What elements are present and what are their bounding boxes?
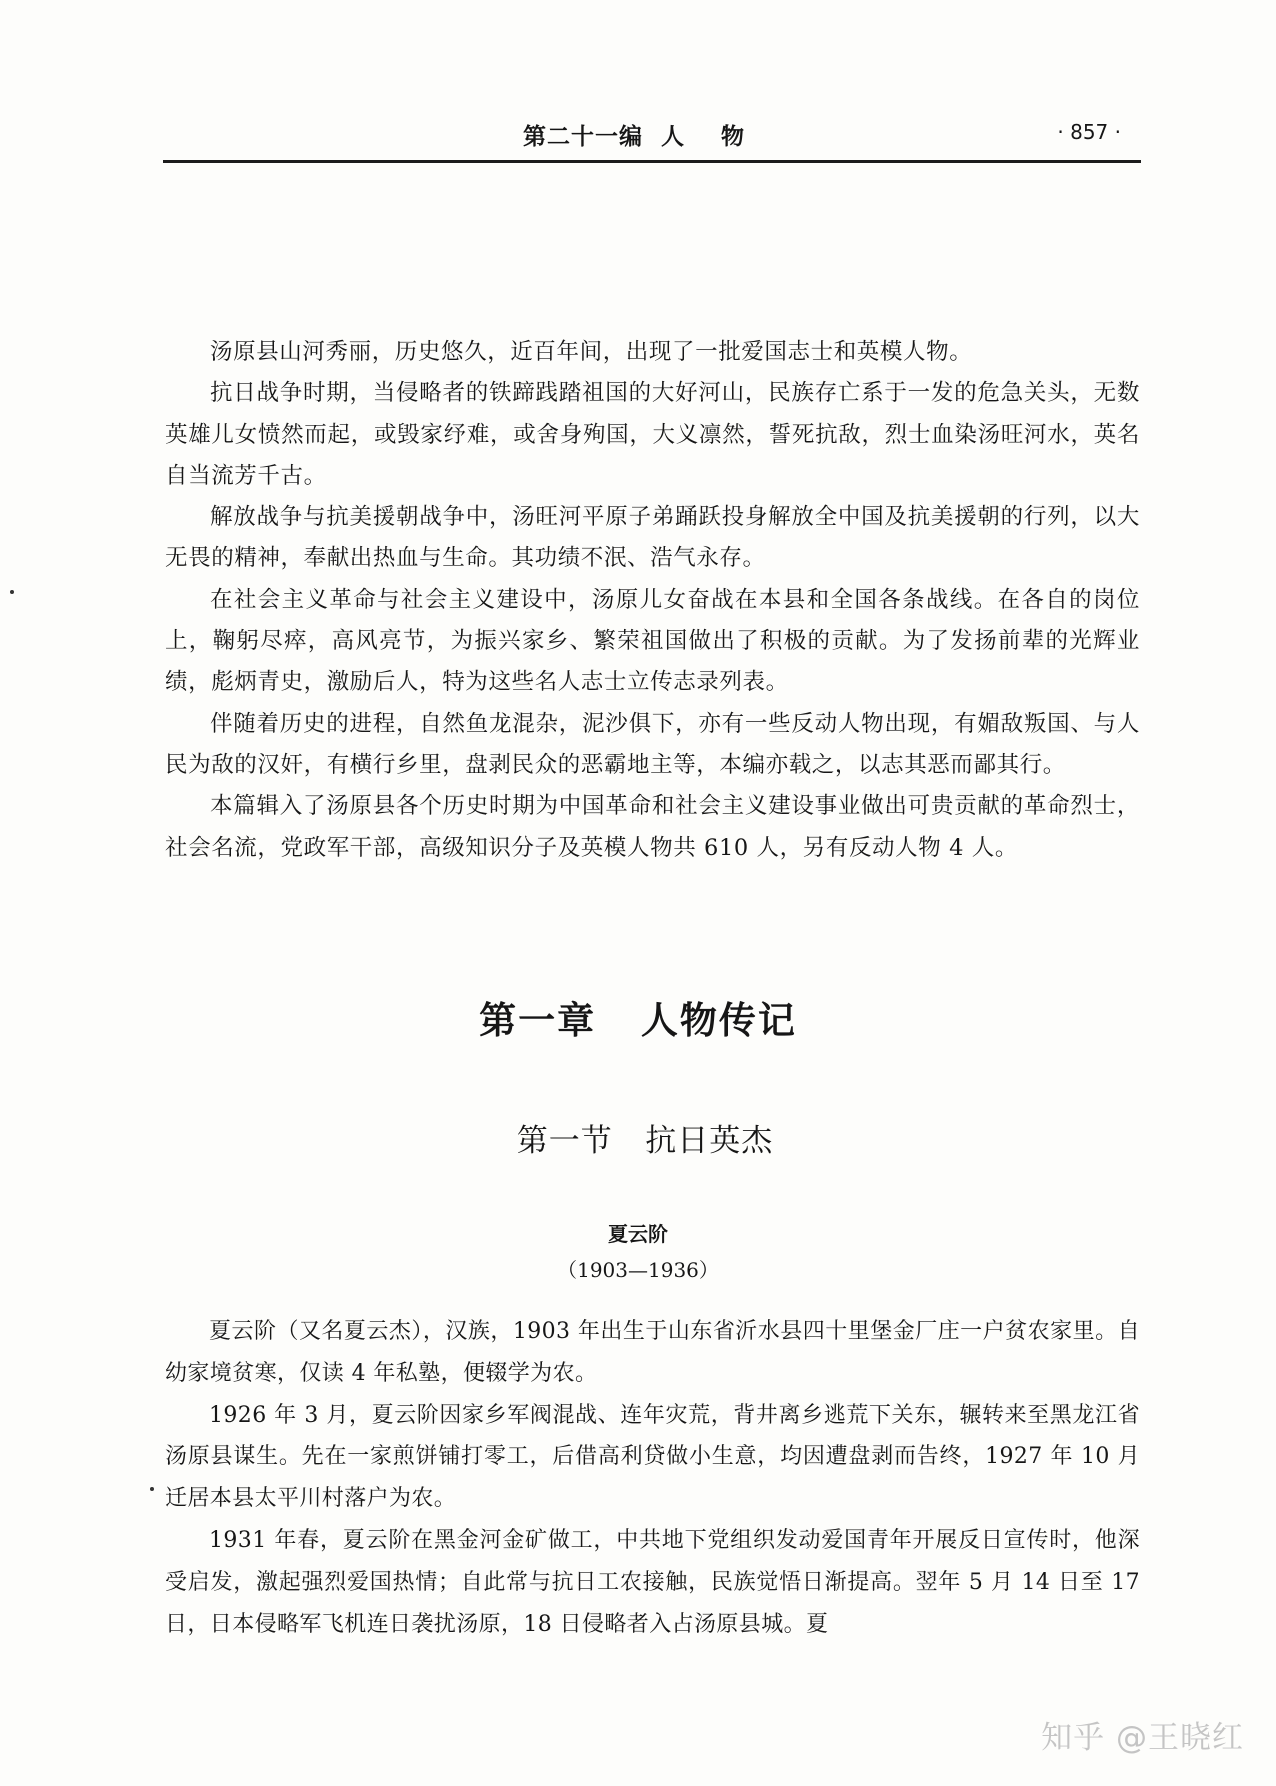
- intro-paragraph: 解放战争与抗美援朝战争中，汤旺河平原子弟踊跃投身解放全中国及抗美援朝的行列，以大无畏的精神，奉献出热血与生命。其功绩不泯、浩气永存。: [165, 504, 1140, 572]
- header-title: 第二十一编 人 物: [523, 124, 746, 150]
- scan-speck: [10, 590, 14, 594]
- biography-dates: （1903—1936）: [557, 1258, 719, 1282]
- chapter-title: 第一章 人物传记: [479, 999, 797, 1042]
- biography-paragraph: 1926 年 3 月，夏云阶因家乡军阀混战、连年灾荒，背井离乡逃荒下关东，辗转来至黑龙江省汤原县谋生。先在一家煎饼铺打零工，后借高利贷做小生意，均因遭盘剥而告终，1927 年 10 月迁居本县太平川村落户为农。: [165, 1402, 1140, 1512]
- header-rule: [163, 160, 1141, 163]
- page-number: · 857 ·: [1057, 120, 1121, 144]
- intro-paragraph: 本篇辑入了汤原县各个历史时期为中国革命和社会主义建设事业做出可贵贡献的革命烈士，社会名流，党政军干部，高级知识分子及英模人物共 610 人，另有反动人物 4 人。: [165, 793, 1140, 861]
- intro-paragraph: 汤原县山河秀丽，历史悠久，近百年间，出现了一批爱国志士和英模人物。: [210, 339, 973, 365]
- intro-paragraph: 伴随着历史的进程，自然鱼龙混杂，泥沙俱下，亦有一些反动人物出现，有媚敌叛国、与人民为敌的汉奸，有横行乡里，盘剥民众的恶霸地主等，本编亦载之，以志其恶而鄙其行。: [165, 710, 1140, 778]
- scan-speck: [150, 1487, 154, 1491]
- intro-paragraph: 在社会主义革命与社会主义建设中，汤原儿女奋战在本县和全国各条战线。在各自的岗位上，鞠躬尽瘁，高风亮节，为振兴家乡、繁荣祖国做出了积极的贡献。为了发扬前辈的光辉业绩，彪炳青史，激励后人，特为这些名人志士立传志录列表。: [165, 586, 1140, 696]
- running-header: [163, 112, 1141, 158]
- biography-body: [165, 1311, 1140, 1645]
- biography-name: 夏云阶: [608, 1222, 668, 1246]
- intro-paragraph: 抗日战争时期，当侵略者的铁蹄践踏祖国的大好河山，民族存亡系于一发的危急关头，无数英雄儿女愤然而起，或毁家纾难，或舍身殉国，大义凛然，誓死抗敌，烈士血染汤旺河水，英名自当流芳千古。: [165, 380, 1140, 489]
- section-title: 第一节 抗日英杰: [516, 1123, 774, 1159]
- biography-paragraph: 1931 年春，夏云阶在黑金河金矿做工，中共地下党组织发动爱国青年开展反日宣传时，他深受启发，激起强烈爱国热情；自此常与抗日工农接触，民族觉悟日渐提高。翌年 5 月 14 日至 17 日，日本侵略军飞机连日袭扰汤原，18 日侵略者入占汤原县城。夏: [165, 1527, 1140, 1637]
- biography-paragraph: 夏云阶（又名夏云杰），汉族，1903 年出生于山东省沂水县四十里堡金厂庄一户贫农家里。自幼家境贫寒，仅读 4 年私塾，便辍学为农。: [165, 1319, 1140, 1386]
- intro-section: [165, 332, 1140, 869]
- watermark: 知乎 @王晓红: [1041, 1720, 1244, 1756]
